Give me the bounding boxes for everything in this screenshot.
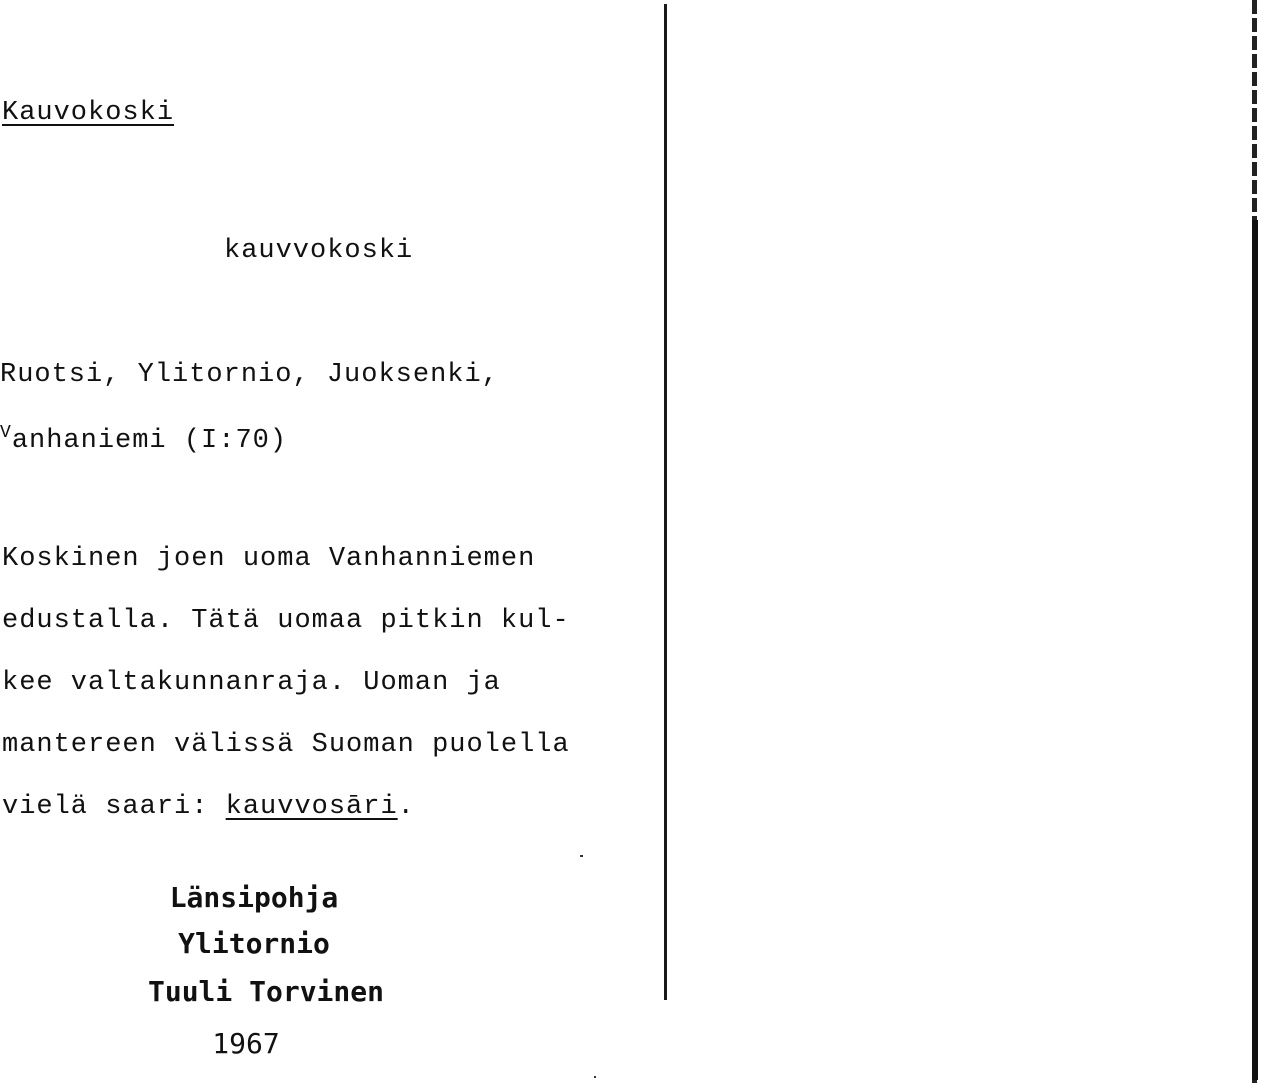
description-line: mantereen välissä Suoman puolella xyxy=(2,730,570,760)
card-divider-line xyxy=(664,4,667,1000)
location-initial: V xyxy=(0,423,12,443)
headword: Kauvokoski xyxy=(2,98,175,128)
stamp-parish: Ylitornio xyxy=(178,927,330,960)
stamp-year: 1967 xyxy=(212,1027,280,1060)
description-last-line xyxy=(2,794,415,821)
island-name: kauvvosāri xyxy=(225,792,398,822)
pronunciation: kauvvokoski xyxy=(224,236,414,266)
location-line-2 xyxy=(0,424,287,455)
description-line: Koskinen joen uoma Vanhanniemen xyxy=(2,544,536,574)
ink-speck xyxy=(594,1076,596,1078)
last-line-prefix: vielä saari: xyxy=(2,792,226,822)
stamp-collector: Tuuli Torvinen xyxy=(147,975,384,1008)
ink-speck xyxy=(580,855,583,857)
card-right-edge-dark xyxy=(1252,220,1258,1080)
description-line: edustalla. Tätä uomaa pitkin kul- xyxy=(2,606,570,636)
location-rest: anhaniemi (I:70) xyxy=(11,426,288,456)
stamp-region: Länsipohja xyxy=(169,881,339,914)
location-line-1: Ruotsi, Ylitornio, Juoksenki, xyxy=(0,360,499,390)
description-line: kee valtakunnanraja. Uoman ja xyxy=(2,668,501,698)
last-line-suffix: . xyxy=(397,792,415,822)
